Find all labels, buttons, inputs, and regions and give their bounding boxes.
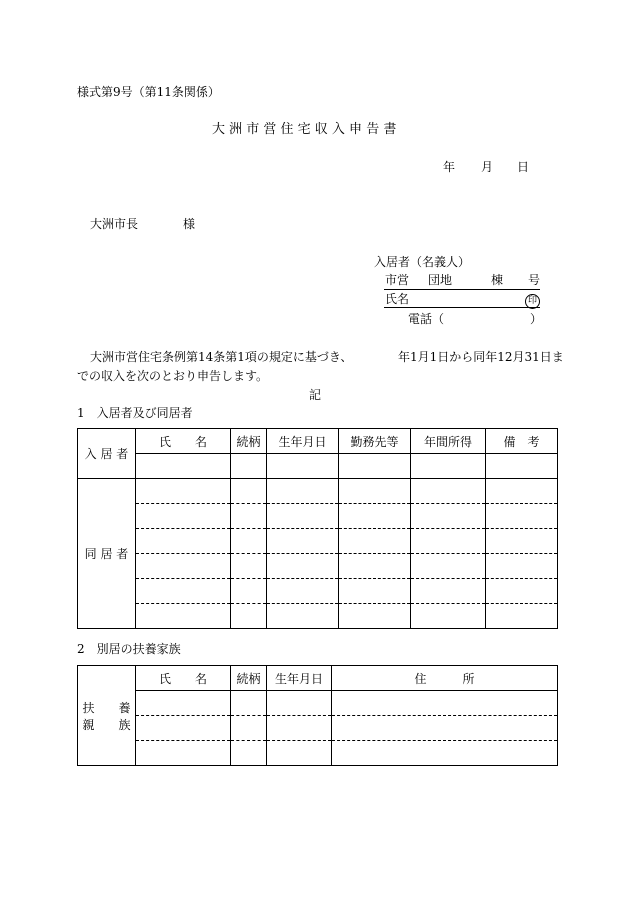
header-relation: 続柄	[231, 666, 267, 691]
cohabitant-row	[78, 479, 558, 504]
cohabitant-name-cell[interactable]	[136, 529, 231, 554]
document-title: 大 洲 市 営 住 宅 収 入 申 告 書	[212, 122, 397, 137]
cohabitant-birthdate-cell[interactable]	[267, 604, 339, 629]
dependent-birthdate-cell[interactable]	[267, 716, 332, 741]
cohabitant-row	[78, 504, 558, 529]
dependent-birthdate-cell[interactable]	[267, 741, 332, 766]
cohabitant-workplace-cell[interactable]	[339, 604, 411, 629]
cohabitant-name-cell[interactable]	[136, 479, 231, 504]
cohabitant-row	[78, 554, 558, 579]
header-workplace: 勤務先等	[339, 429, 411, 454]
cohabitant-birthdate-cell[interactable]	[267, 579, 339, 604]
ki-mark: 記	[309, 388, 322, 402]
date-month: 月	[481, 160, 494, 174]
cohabitant-income-cell[interactable]	[411, 554, 486, 579]
cohabitant-name-cell[interactable]	[136, 579, 231, 604]
cohabitant-workplace-cell[interactable]	[339, 554, 411, 579]
cohabitant-relation-cell[interactable]	[231, 579, 267, 604]
dependent-name-cell[interactable]	[136, 716, 231, 741]
cohabitant-row	[78, 604, 558, 629]
cohabitant-income-cell[interactable]	[411, 529, 486, 554]
phone-close: ）	[530, 312, 543, 326]
address-underline	[384, 289, 540, 290]
cohabitant-birthdate-cell[interactable]	[267, 479, 339, 504]
cohabitant-relation-cell[interactable]	[231, 504, 267, 529]
header-address: 住 所	[332, 666, 558, 691]
cohabitant-relation-cell[interactable]	[231, 479, 267, 504]
cohabitant-income-cell[interactable]	[411, 604, 486, 629]
cohabitant-relation-cell[interactable]	[231, 529, 267, 554]
date-day: 日	[517, 160, 530, 174]
dependent-address-cell[interactable]	[332, 716, 558, 741]
name-label: 氏名	[385, 292, 410, 306]
address-municipal: 市営	[385, 273, 410, 287]
section1-title: 1 入居者及び同居者	[77, 406, 193, 420]
cohabitant-row	[78, 579, 558, 604]
resident-relation-cell[interactable]	[231, 454, 267, 479]
resident-birthdate-cell[interactable]	[267, 454, 339, 479]
cohabitant-remarks-cell[interactable]	[486, 479, 558, 504]
body-line1-a: 大洲市営住宅条例第14条第1項の規定に基づき、	[90, 350, 353, 364]
cohabitant-birthdate-cell[interactable]	[267, 504, 339, 529]
cohabitant-income-cell[interactable]	[411, 504, 486, 529]
cohabitant-relation-cell[interactable]	[231, 604, 267, 629]
row-label-resident: 入 居 者	[78, 429, 136, 479]
row-label-cohabitants: 同 居 者	[78, 479, 136, 629]
phone-label: 電話（	[408, 312, 445, 326]
cohabitant-birthdate-cell[interactable]	[267, 529, 339, 554]
dependent-relation-cell[interactable]	[231, 716, 267, 741]
cohabitant-remarks-cell[interactable]	[486, 579, 558, 604]
cohabitant-workplace-cell[interactable]	[339, 529, 411, 554]
cohabitant-name-cell[interactable]	[136, 604, 231, 629]
address-complex: 団地	[428, 273, 453, 287]
cohabitant-workplace-cell[interactable]	[339, 579, 411, 604]
dependent-name-cell[interactable]	[136, 691, 231, 716]
row-label-dependents-line2: 親 族	[82, 717, 131, 732]
name-underline	[384, 307, 540, 308]
header-remarks: 備 考	[486, 429, 558, 454]
dependent-row	[78, 691, 558, 716]
section1-table	[77, 428, 558, 629]
cohabitant-relation-cell[interactable]	[231, 554, 267, 579]
addressee-honorific: 様	[183, 217, 196, 231]
section2-header-row	[78, 666, 558, 691]
dependent-address-cell[interactable]	[332, 741, 558, 766]
resident-name-cell[interactable]	[136, 454, 231, 479]
body-line1-b: 年1月1日から同年12月31日ま	[398, 350, 564, 364]
row-label-dependents-line1: 扶 養	[82, 700, 131, 715]
address-room: 号	[528, 273, 541, 287]
cohabitant-income-cell[interactable]	[411, 579, 486, 604]
resident-income-cell[interactable]	[411, 454, 486, 479]
addressee-name: 大洲市長	[90, 217, 139, 231]
cohabitant-income-cell[interactable]	[411, 479, 486, 504]
dependent-birthdate-cell[interactable]	[267, 691, 332, 716]
resident-remarks-cell[interactable]	[486, 454, 558, 479]
cohabitant-remarks-cell[interactable]	[486, 554, 558, 579]
cohabitant-name-cell[interactable]	[136, 504, 231, 529]
dependent-row	[78, 741, 558, 766]
dependent-relation-cell[interactable]	[231, 691, 267, 716]
section1-header-row	[78, 429, 558, 454]
resident-workplace-cell[interactable]	[339, 454, 411, 479]
dependent-address-cell[interactable]	[332, 691, 558, 716]
header-relation: 続柄	[231, 429, 267, 454]
header-income: 年間所得	[411, 429, 486, 454]
form-number: 様式第9号（第11条関係）	[77, 85, 220, 99]
applicant-label: 入居者（名義人）	[374, 255, 471, 269]
header-name: 氏 名	[136, 666, 231, 691]
cohabitant-workplace-cell[interactable]	[339, 479, 411, 504]
date-year: 年	[443, 160, 456, 174]
cohabitant-remarks-cell[interactable]	[486, 504, 558, 529]
header-birthdate: 生年月日	[267, 666, 332, 691]
row-label-dependents	[78, 666, 136, 766]
cohabitant-row	[78, 529, 558, 554]
seal-mark: 印	[525, 294, 540, 309]
cohabitant-name-cell[interactable]	[136, 554, 231, 579]
dependent-relation-cell[interactable]	[231, 741, 267, 766]
section2-title: 2 別居の扶養家族	[77, 642, 181, 656]
dependent-name-cell[interactable]	[136, 741, 231, 766]
section2-table	[77, 665, 558, 766]
header-name: 氏 名	[136, 429, 231, 454]
cohabitant-workplace-cell[interactable]	[339, 504, 411, 529]
cohabitant-remarks-cell[interactable]	[486, 529, 558, 554]
address-building: 棟	[491, 273, 504, 287]
dependent-row	[78, 716, 558, 741]
header-birthdate: 生年月日	[267, 429, 339, 454]
cohabitant-birthdate-cell[interactable]	[267, 554, 339, 579]
resident-row	[78, 454, 558, 479]
cohabitant-remarks-cell[interactable]	[486, 604, 558, 629]
body-line2: での収入を次のとおり申告します。	[77, 369, 269, 383]
